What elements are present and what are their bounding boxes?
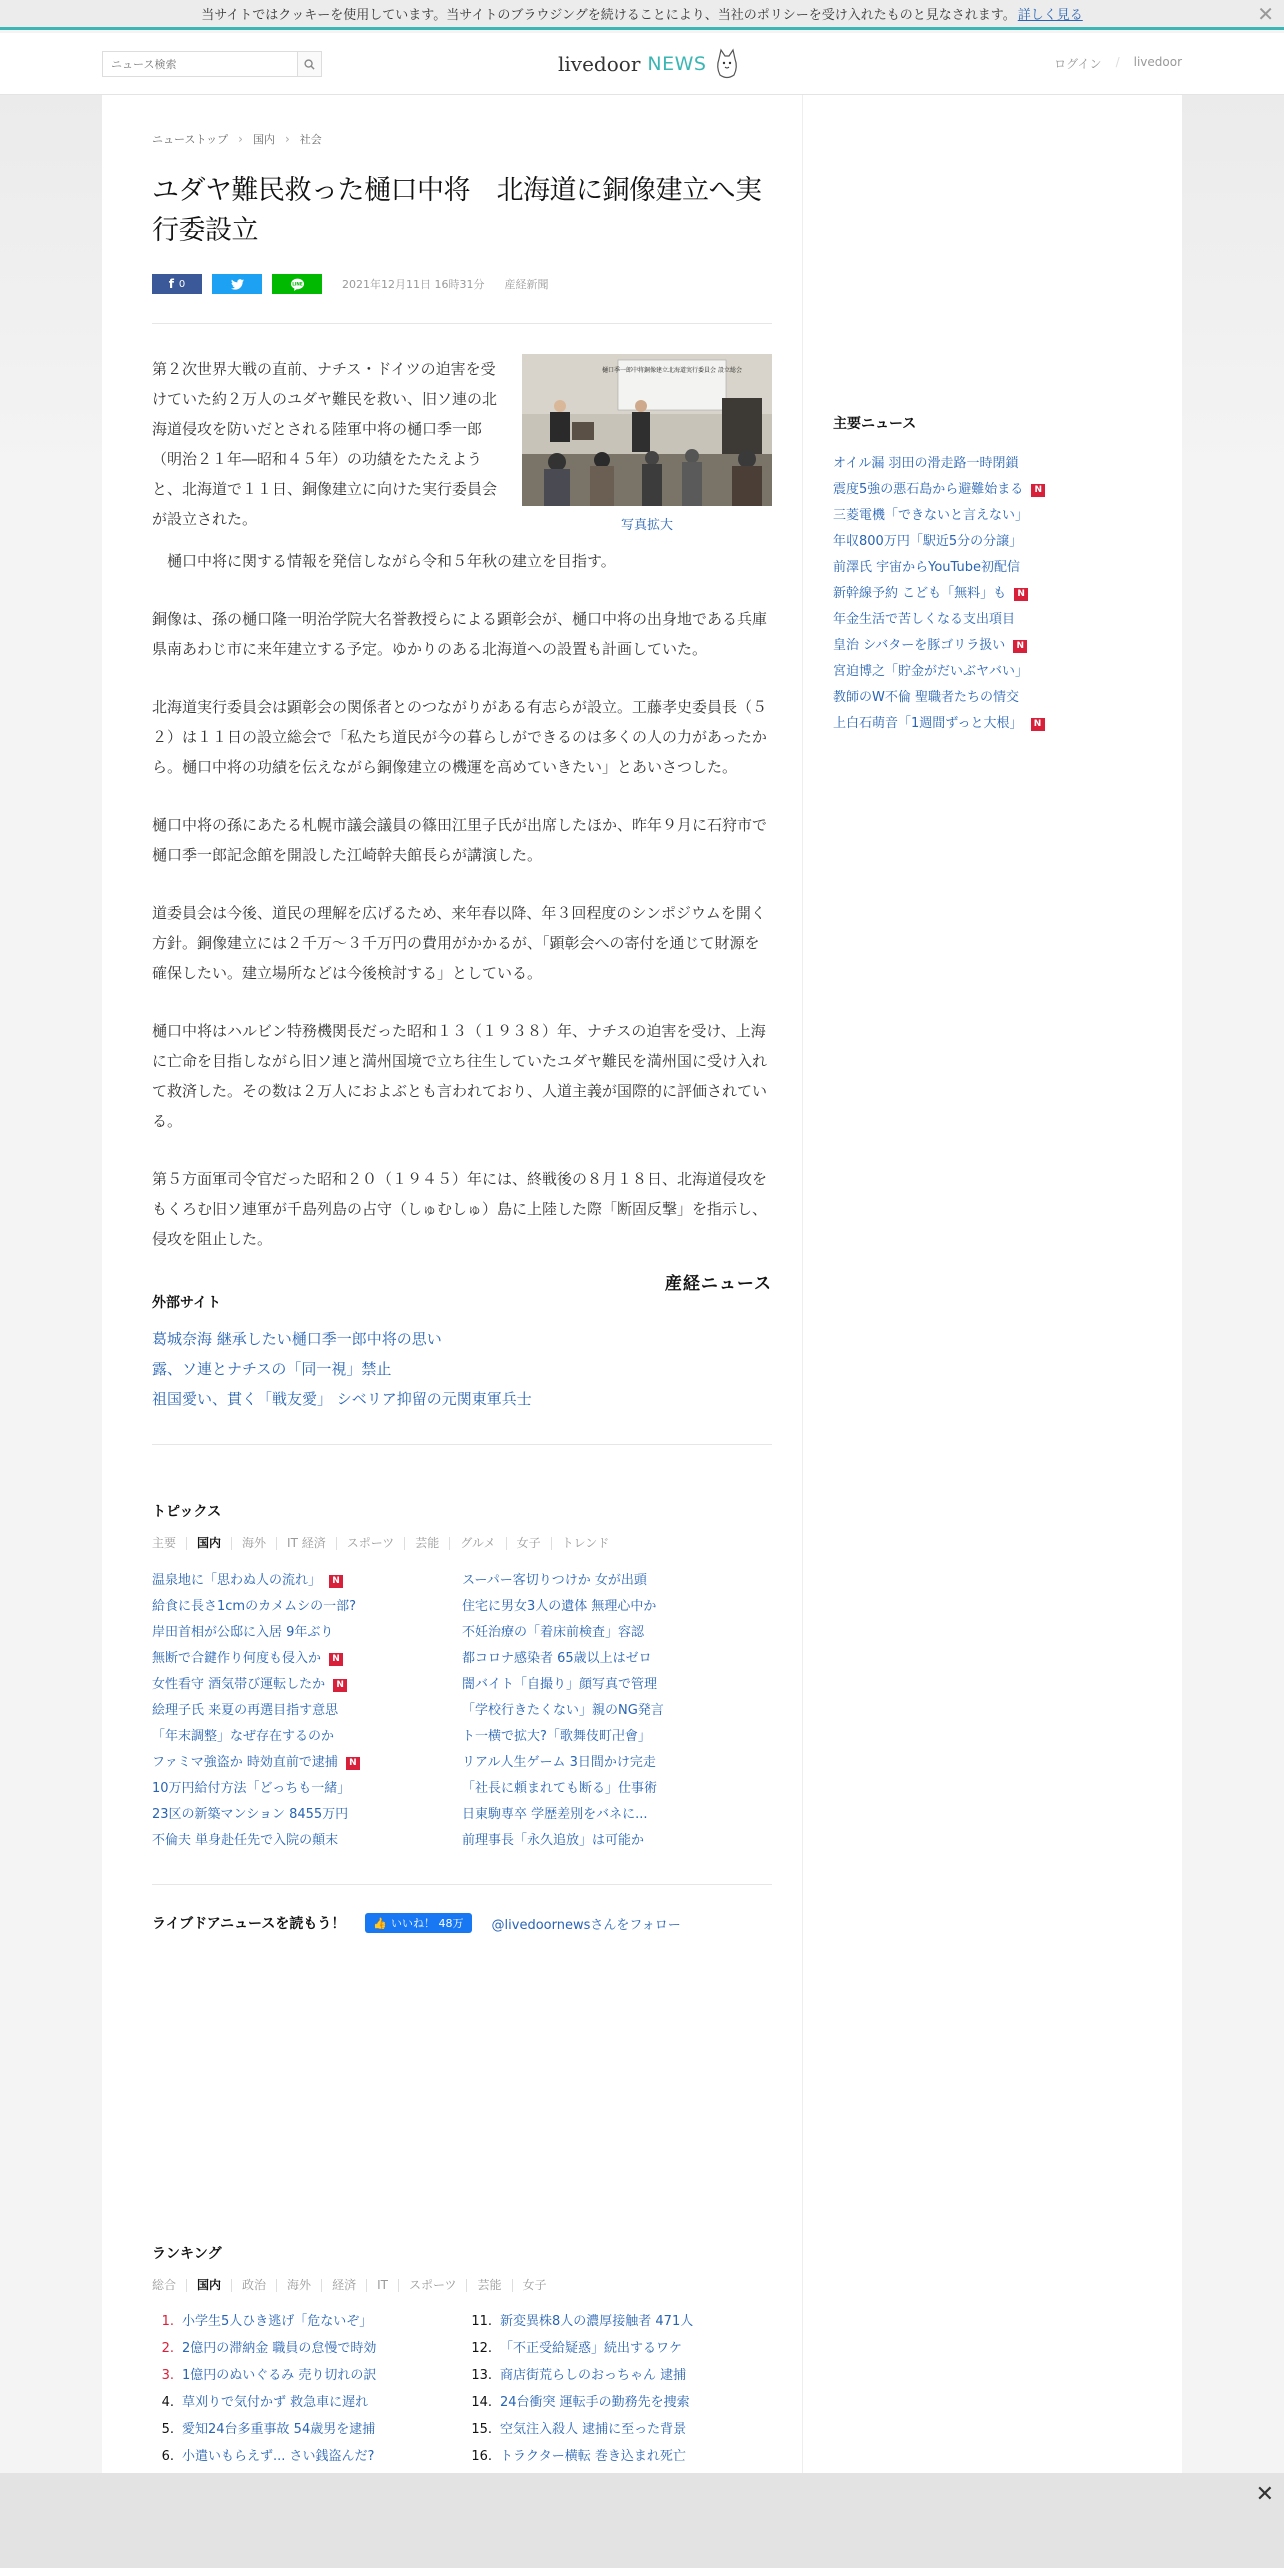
new-badge: N <box>1031 718 1045 731</box>
side-news-link[interactable]: 宮迫博之「貯金がだいぶヤバい」 <box>833 664 1029 679</box>
twitter-follow-link[interactable]: @livedoornewsさんをフォロー <box>491 1917 681 1933</box>
ranking-item[interactable] <box>462 2416 772 2443</box>
twitter-share-button[interactable] <box>212 274 262 294</box>
side-news-item <box>833 633 1152 659</box>
logo-livedoor: livedoor <box>558 52 641 76</box>
side-news-item <box>833 451 1152 477</box>
ranking-item[interactable] <box>152 2389 462 2416</box>
photo-banner-text: 樋口季一郎中将銅像建立北海道実行委員会 設立総会 <box>602 367 742 374</box>
tab-topic[interactable]: 国内 <box>186 1537 231 1550</box>
tab-ranking[interactable]: スポーツ <box>398 2279 467 2292</box>
ranking-number: 2. <box>161 2341 174 2356</box>
external-sites <box>152 1292 772 1414</box>
topic-text: 前理事長「永久追放」は可能か <box>462 1833 645 1848</box>
topic-link[interactable] <box>152 1802 462 1828</box>
tab-ranking[interactable]: 芸能 <box>466 2279 511 2292</box>
ranking-list <box>152 2308 772 2470</box>
side-news-item <box>833 581 1152 607</box>
livedoor-link[interactable]: livedoor <box>1133 55 1182 69</box>
cookie-text: 当サイトではクッキーを使用しています。当サイトのブラウジングを続けることにより、当社のポリシーを受け入れたものと見なされます。 <box>201 8 1016 23</box>
topics-title: トピックス <box>152 1504 222 1520</box>
external-link[interactable]: 葛城奈海 継承したい樋口季一郎中将の思い <box>152 1330 442 1348</box>
article-photo[interactable] <box>522 354 772 533</box>
ranking-item[interactable] <box>462 2443 772 2470</box>
topics-col <box>152 1568 462 1854</box>
ranking-number: 1. <box>161 2314 174 2329</box>
article-meta <box>342 276 548 292</box>
side-news-item <box>833 685 1152 711</box>
new-badge: N <box>333 1679 347 1692</box>
topic-link[interactable] <box>462 1620 772 1646</box>
search-icon <box>304 59 315 70</box>
close-icon[interactable]: ✕ <box>1257 2 1274 26</box>
ranking-section <box>152 2243 772 2470</box>
follow-bar <box>152 1913 772 1933</box>
side-news-link[interactable]: オイル漏 羽田の滑走路一時閉鎖 <box>833 456 1019 471</box>
facebook-count: 0 <box>178 278 186 290</box>
breadcrumb-item[interactable]: 社会 <box>299 133 322 146</box>
topic-link[interactable] <box>152 1646 462 1672</box>
new-badge: N <box>329 1575 343 1588</box>
header-nav <box>1054 55 1182 72</box>
side-news-link[interactable]: 三菱電機「できないと言えない」 <box>833 508 1029 523</box>
topic-text: 住宅に男女3人の遺体 無理心中か <box>462 1599 657 1614</box>
topic-link[interactable] <box>462 1828 772 1854</box>
line-icon <box>290 278 305 291</box>
topic-link[interactable] <box>152 1568 462 1594</box>
logo-news: NEWS <box>647 53 707 75</box>
article-paragraph: 北海道実行委員会は顕彰会の関係者とのつながりがある有志らが設立。工藤孝史委員長（５２）は１１日の設立総会で「私たち道民が今の暮らしができるのは多くの人の力があったから。樋口中将の功績を伝えながら銅像建立の機運を高めていきたい」とあいさつした。 <box>152 698 768 776</box>
side-news-link[interactable]: 皇治 シバターを豚ゴリラ扱い <box>833 638 1006 653</box>
chevron-right-icon: › <box>238 132 243 146</box>
tab-ranking[interactable]: 総合 <box>152 2278 177 2292</box>
topic-text: 「社長に頼まれても断る」仕事術 <box>462 1781 658 1796</box>
source-logo[interactable] <box>152 1270 772 1292</box>
topic-text: 岸田首相が公邸に入居 9年ぶり <box>152 1625 334 1640</box>
new-badge: N <box>1031 484 1045 497</box>
article-paragraph: 樋口中将に関する情報を発信しながら令和５年秋の建立を目指す。 <box>152 552 616 570</box>
article-paragraph: 第５方面軍司令官だった昭和２０（１９４５）年には、終戦後の８月１８日、北海道侵攻をもくろむ旧ソ連軍が千島列島の占守（しゅむしゅ）島に上陸した際「断固反撃」を指示し、侵攻を阻止した。 <box>152 1170 768 1248</box>
topic-link[interactable] <box>152 1776 462 1802</box>
tab-topic[interactable]: スポーツ <box>336 1537 405 1550</box>
thumbs-up-icon: 👍 <box>373 1916 388 1930</box>
sankei-news-logo: 産経ニュース <box>664 1273 772 1294</box>
ranking-col <box>152 2308 462 2470</box>
ranking-item[interactable] <box>152 2308 462 2335</box>
article-source[interactable]: 産経新聞 <box>504 278 549 291</box>
search-box <box>102 51 322 77</box>
side-news-item <box>833 477 1152 503</box>
tab-topic[interactable]: 女子 <box>506 1537 551 1550</box>
topic-link[interactable] <box>462 1594 772 1620</box>
photo-image <box>522 354 772 506</box>
external-link[interactable]: 祖国愛い、貫く「戦友愛」 シベリア抑留の元関東軍兵士 <box>152 1390 532 1408</box>
ranking-item[interactable] <box>152 2335 462 2362</box>
article-date: 2021年12月11日 16時31分 <box>342 278 485 291</box>
ranking-item[interactable] <box>462 2389 772 2416</box>
ranking-link[interactable]: 新変異株8人の濃厚接触者 471人 <box>500 2314 694 2329</box>
ranking-item[interactable] <box>152 2443 462 2470</box>
ranking-link[interactable]: 空気注入殺人 逮捕に至った背景 <box>500 2422 687 2437</box>
topic-text: 日東駒専卒 学歴差別をバネに... <box>462 1807 648 1822</box>
topic-link[interactable] <box>152 1828 462 1854</box>
topic-link[interactable] <box>462 1802 772 1828</box>
article-title: ユダヤ難民救った樋口中将 北海道に銅像建立へ実行委設立 <box>152 175 762 246</box>
ranking-number: 5. <box>161 2422 174 2437</box>
meeting-photo <box>522 354 772 506</box>
side-news-link[interactable]: 上白石萌音「1週間ずっと大根」 <box>833 716 1023 731</box>
new-badge: N <box>1013 640 1027 653</box>
breadcrumb-item[interactable]: ニューストップ <box>152 133 229 146</box>
topic-link[interactable] <box>152 1698 462 1724</box>
ranking-number: 4. <box>161 2395 174 2410</box>
ranking-number: 16. <box>471 2449 492 2464</box>
ranking-link[interactable]: 2億円の滞納金 職員の怠慢で時効 <box>182 2341 377 2356</box>
sidebar <box>802 95 1182 2475</box>
breadcrumb-item[interactable]: 国内 <box>252 133 275 146</box>
ranking-link[interactable]: 愛知24台多重事故 54歳男を逮捕 <box>182 2422 376 2437</box>
topics-section <box>152 1501 772 1854</box>
ranking-number: 12. <box>471 2341 492 2356</box>
mascot-icon <box>714 47 740 81</box>
ranking-number: 11. <box>471 2314 492 2329</box>
twitter-icon <box>231 279 244 290</box>
divider <box>152 1444 772 1445</box>
line-share-button[interactable] <box>272 274 322 294</box>
topic-link[interactable] <box>462 1698 772 1724</box>
breadcrumb <box>152 131 772 147</box>
topic-link[interactable] <box>152 1750 462 1776</box>
side-news-item <box>833 607 1152 633</box>
topic-text: 都コロナ感染者 65歳以上はゼロ <box>462 1651 652 1666</box>
topic-text: 温泉地に「思わぬ人の流れ」 <box>152 1573 322 1588</box>
ranking-item[interactable] <box>152 2416 462 2443</box>
ranking-item[interactable] <box>462 2362 772 2389</box>
topic-text: スーパー客切りつけか 女が出頭 <box>462 1573 647 1588</box>
side-news-item <box>833 529 1152 555</box>
side-news-link[interactable]: 年金生活で苦しくなる支出項目 <box>833 612 1016 627</box>
ranking-number: 14. <box>471 2395 492 2410</box>
tab-ranking[interactable]: 海外 <box>276 2279 321 2292</box>
topic-text: リアル人生ゲーム 3日間かけ完走 <box>462 1755 656 1770</box>
ranking-number: 6. <box>161 2449 174 2464</box>
tab-topic[interactable]: 主要 <box>152 1536 177 1550</box>
tab-ranking[interactable]: 女子 <box>512 2279 557 2292</box>
ranking-number: 13. <box>471 2368 492 2383</box>
tab-ranking[interactable]: 国内 <box>186 2279 231 2292</box>
cookie-banner <box>0 0 1284 30</box>
topic-link[interactable] <box>152 1620 462 1646</box>
side-news-link[interactable]: 新幹線予約 こども「無料」も <box>833 586 1007 601</box>
side-news-link[interactable]: 年収800万円「駅近5分の分譲」 <box>833 534 1023 549</box>
ranking-number: 3. <box>161 2368 174 2383</box>
side-news-item <box>833 503 1152 529</box>
ranking-link[interactable]: 小遣いもらえず... さい銭盗んだ? <box>182 2449 375 2464</box>
tab-ranking[interactable]: 経済 <box>321 2279 366 2292</box>
page-container <box>102 95 1182 2475</box>
ranking-link[interactable]: 「不正受給疑惑」続出するワケ <box>500 2341 683 2356</box>
login-link[interactable]: ログイン <box>1054 57 1102 71</box>
topic-text: 不妊治療の「着床前検査」容認 <box>462 1625 645 1640</box>
divider: / <box>1115 55 1120 69</box>
ranking-link[interactable]: 24台衝突 運転手の勤務先を捜索 <box>500 2395 690 2410</box>
side-news-title: 主要ニュース <box>833 416 917 432</box>
topic-link[interactable] <box>152 1594 462 1620</box>
topic-text: 女性看守 酒気帯び運転したか <box>152 1677 326 1692</box>
topic-link[interactable] <box>462 1724 772 1750</box>
topic-link[interactable] <box>152 1724 462 1750</box>
external-link[interactable]: 露、ソ連とナチスの「同一視」禁止 <box>152 1360 392 1378</box>
article-paragraph: 銅像は、孫の樋口隆一明治学院大名誉教授らによる顕彰会が、樋口中将の出身地である兵庫県南あわじ市に来年建立する予定。ゆかりのある北海道への設置も計画していた。 <box>152 610 768 658</box>
ranking-item[interactable] <box>462 2308 772 2335</box>
tab-topic[interactable]: トレンド <box>551 1537 620 1550</box>
ranking-item[interactable] <box>462 2335 772 2362</box>
article-paragraph: 第２次世界大戦の直前、ナチス・ドイツの迫害を受けていた約２万人のユダヤ難民を救い、旧ソ連の北海道侵攻を防いだとされる陸軍中将の樋口季一郎（明治２１年―昭和４５年）の功績をたたえようと、北海道で１１日、銅像建立に向けた実行委員会が設立された。 <box>152 360 498 528</box>
ranking-link[interactable]: 草刈りで気付かず 救急車に遅れ <box>182 2395 369 2410</box>
topic-text: 「年末調整」なぜ存在するのか <box>152 1729 335 1744</box>
ranking-col <box>462 2308 772 2470</box>
topics-list <box>152 1568 772 1854</box>
side-news-item <box>833 555 1152 581</box>
ranking-title: ランキング <box>152 2246 222 2262</box>
divider <box>152 1884 772 1885</box>
divider <box>152 323 772 324</box>
topic-text: 23区の新築マンション 8455万円 <box>152 1807 349 1822</box>
tab-ranking[interactable]: 政治 <box>231 2279 276 2292</box>
ranking-link[interactable]: 1億円のぬいぐるみ 売り切れの訳 <box>182 2368 377 2383</box>
topic-text: 無断で合鍵作り何度も侵入か <box>152 1651 322 1666</box>
topics-tabs <box>152 1537 772 1550</box>
cookie-more-link[interactable]: 詳しく見る <box>1017 8 1083 23</box>
ranking-number: 15. <box>471 2422 492 2437</box>
close-icon[interactable]: ✕ <box>1255 2482 1274 2507</box>
topic-text: ト一横で拡大?「歌舞伎町卍會」 <box>462 1729 651 1744</box>
photo-caption[interactable]: 写真拡大 <box>620 518 673 533</box>
article-paragraph: 道委員会は今後、道民の理解を広げるため、来年春以降、年３回程度のシンポジウムを開く方針。銅像建立には２千万～３千万円の費用がかかるが、「顕彰会への寄付を通じて財源を確保したい。建立場所などは今後検討する」としている。 <box>152 904 766 982</box>
side-news-link[interactable]: 前澤氏 宇宙からYouTube初配信 <box>833 560 1020 575</box>
facebook-share-button[interactable] <box>152 274 202 294</box>
topic-link[interactable] <box>462 1672 772 1698</box>
ranking-item[interactable] <box>152 2362 462 2389</box>
tab-topic[interactable]: IT 経済 <box>276 1537 336 1550</box>
side-news-list <box>833 451 1152 737</box>
site-logo[interactable] <box>558 47 740 81</box>
topic-text: 「学校行きたくない」親のNG発言 <box>462 1703 664 1718</box>
topic-text: 給食に長さ1cmのカメムシの一部? <box>152 1599 356 1614</box>
ranking-link[interactable]: トラクター横転 巻き込まれ死亡 <box>500 2449 686 2464</box>
topic-link[interactable] <box>152 1672 462 1698</box>
facebook-icon: f <box>168 277 174 291</box>
topic-link[interactable] <box>462 1776 772 1802</box>
topics-col <box>462 1568 772 1854</box>
ranking-link[interactable]: 商店街荒らしのおっちゃん 逮捕 <box>500 2368 687 2383</box>
topic-text: 闇バイト「自撮り」顔写真で管理 <box>462 1677 658 1692</box>
ranking-tabs <box>152 2279 772 2292</box>
ranking-link[interactable]: 小学生5人ひき逃げ「危ないぞ」 <box>182 2314 373 2329</box>
facebook-like-button[interactable] <box>365 1913 471 1933</box>
new-badge: N <box>329 1653 343 1666</box>
tab-topic[interactable]: グルメ <box>449 1537 505 1550</box>
topic-text: 10万円給付方法「どっちも一緒」 <box>152 1781 351 1796</box>
topic-text: 絵理子氏 来夏の再選目指す意思 <box>152 1703 339 1718</box>
search-input[interactable] <box>103 52 297 76</box>
article-paragraph: 樋口中将の孫にあたる札幌市議会議員の篠田江里子氏が出席したほか、昨年９月に石狩市で樋口季一郎記念館を開設した江崎幹夫館長らが講演した。 <box>152 816 768 864</box>
topic-link[interactable] <box>462 1646 772 1672</box>
side-news-item <box>833 659 1152 685</box>
article-body <box>152 354 772 1282</box>
side-news-link[interactable]: 教師のW不倫 聖職者たちの情交 <box>833 690 1019 705</box>
topic-link[interactable] <box>462 1568 772 1594</box>
follow-title: ライブドアニュースを読もう！ <box>152 1916 346 1932</box>
main-column <box>102 95 802 2470</box>
tab-topic[interactable]: 芸能 <box>404 1537 449 1550</box>
share-bar <box>152 273 772 295</box>
topic-text: ファミマ強盗か 時効直前で逮捕 <box>152 1755 338 1770</box>
tab-topic[interactable]: 海外 <box>231 1537 276 1550</box>
ad-overlay <box>0 2473 1284 2568</box>
like-count: いいね！ 48万 <box>391 1917 464 1930</box>
svg-text:LINE: LINE <box>291 281 303 287</box>
search-button[interactable] <box>297 52 321 76</box>
side-news-item <box>833 711 1152 737</box>
tab-ranking[interactable]: IT <box>366 2279 398 2292</box>
new-badge: N <box>346 1757 360 1770</box>
topic-text: 不倫夫 単身赴任先で入院の顛末 <box>152 1833 339 1848</box>
external-title: 外部サイト <box>152 1295 222 1311</box>
topic-link[interactable] <box>462 1750 772 1776</box>
article-paragraph: 樋口中将はハルビン特務機関長だった昭和１３（１９３８）年、ナチスの迫害を受け、上海に亡命を目指しながら旧ソ連と満州国境で立ち往生していたユダヤ難民を満州国に受け入れて救済した。その数は２万人におよぶとも言われており、人道主義が国際的に評価されている。 <box>152 1022 768 1130</box>
site-header <box>0 33 1284 95</box>
new-badge: N <box>1014 588 1028 601</box>
chevron-right-icon: › <box>284 132 290 146</box>
side-news-link[interactable]: 震度5強の悪石島から避難始まる <box>833 482 1024 497</box>
